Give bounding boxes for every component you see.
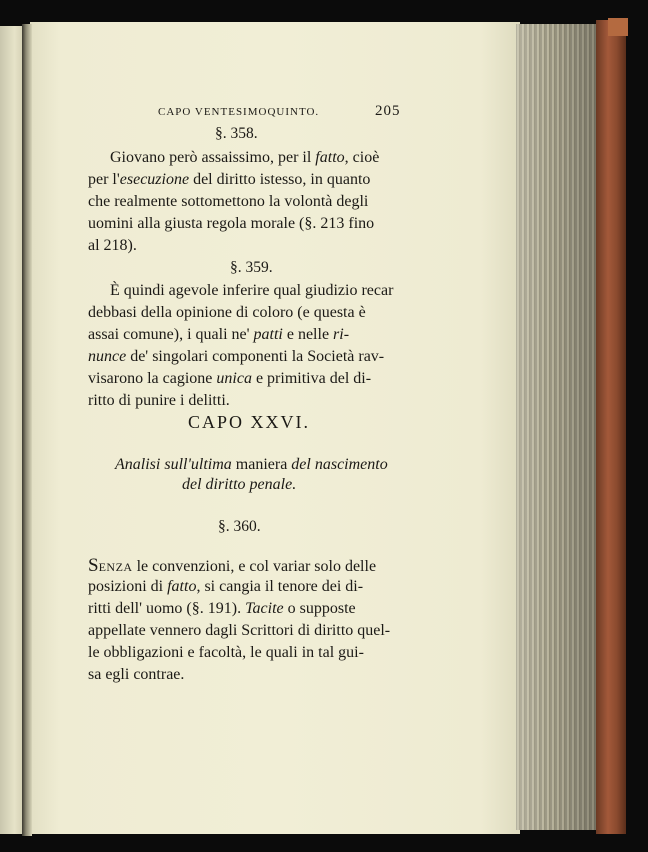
body-line: le obbligazioni e facoltà, le quali in tal gui- [88,644,364,661]
body-line: visarono la cagione unica e primitiva del di- [88,370,372,387]
page-block-shade [516,24,598,830]
body-line: ritti dell' uomo (§. 191). Tacite o supposte [88,600,356,617]
section-heading-359: §. 359. [230,259,273,276]
chapter-title: CAPO XXVI. [188,412,311,432]
body-line: È quindi agevole inferire qual giudizio recar [110,282,394,299]
body-line: al 218). [88,237,137,254]
body-line: appellate vennero dagli Scrittori di diritto quel- [88,622,391,639]
body-line: uomini alla giusta regola morale (§. 213 fino [88,215,375,232]
body-line: assai comune), i quali ne' patti e nelle ri- [88,326,350,343]
chapter-subtitle-line2: del diritto penale. [182,476,297,493]
drop-capital: S [88,555,99,576]
body-line: sa egli contrae. [88,666,185,683]
book-cover-edge [596,20,626,834]
body-line: nunce de' singolari componenti la Società rav- [88,348,385,365]
book-gutter [22,24,32,836]
body-line: per l'esecuzione del diritto istesso, in quanto [88,171,371,188]
running-title: CAPO VENTESIMOQUINTO. [158,106,320,118]
page-number: 205 [375,103,401,119]
body-line: posizioni di fatto, si cangia il tenore dei di- [88,578,364,595]
body-line: che realmente sottomettono la volontà degli [88,193,369,210]
cover-corner [608,18,628,36]
left-page-edge [0,26,24,834]
body-line: debbasi della opinione di coloro (e questa è [88,304,366,321]
body-line: Giovano però assaissimo, per il fatto, cioè [110,149,380,166]
section-heading-358: §. 358. [215,125,258,142]
body-line: SENZA le convenzioni, e col variar solo delle [88,555,377,576]
chapter-subtitle: Analisi sull'ultima maniera del nascimento [115,456,388,473]
section-heading-360: §. 360. [218,518,261,535]
body-line: ritto di punire i delitti. [88,392,230,409]
